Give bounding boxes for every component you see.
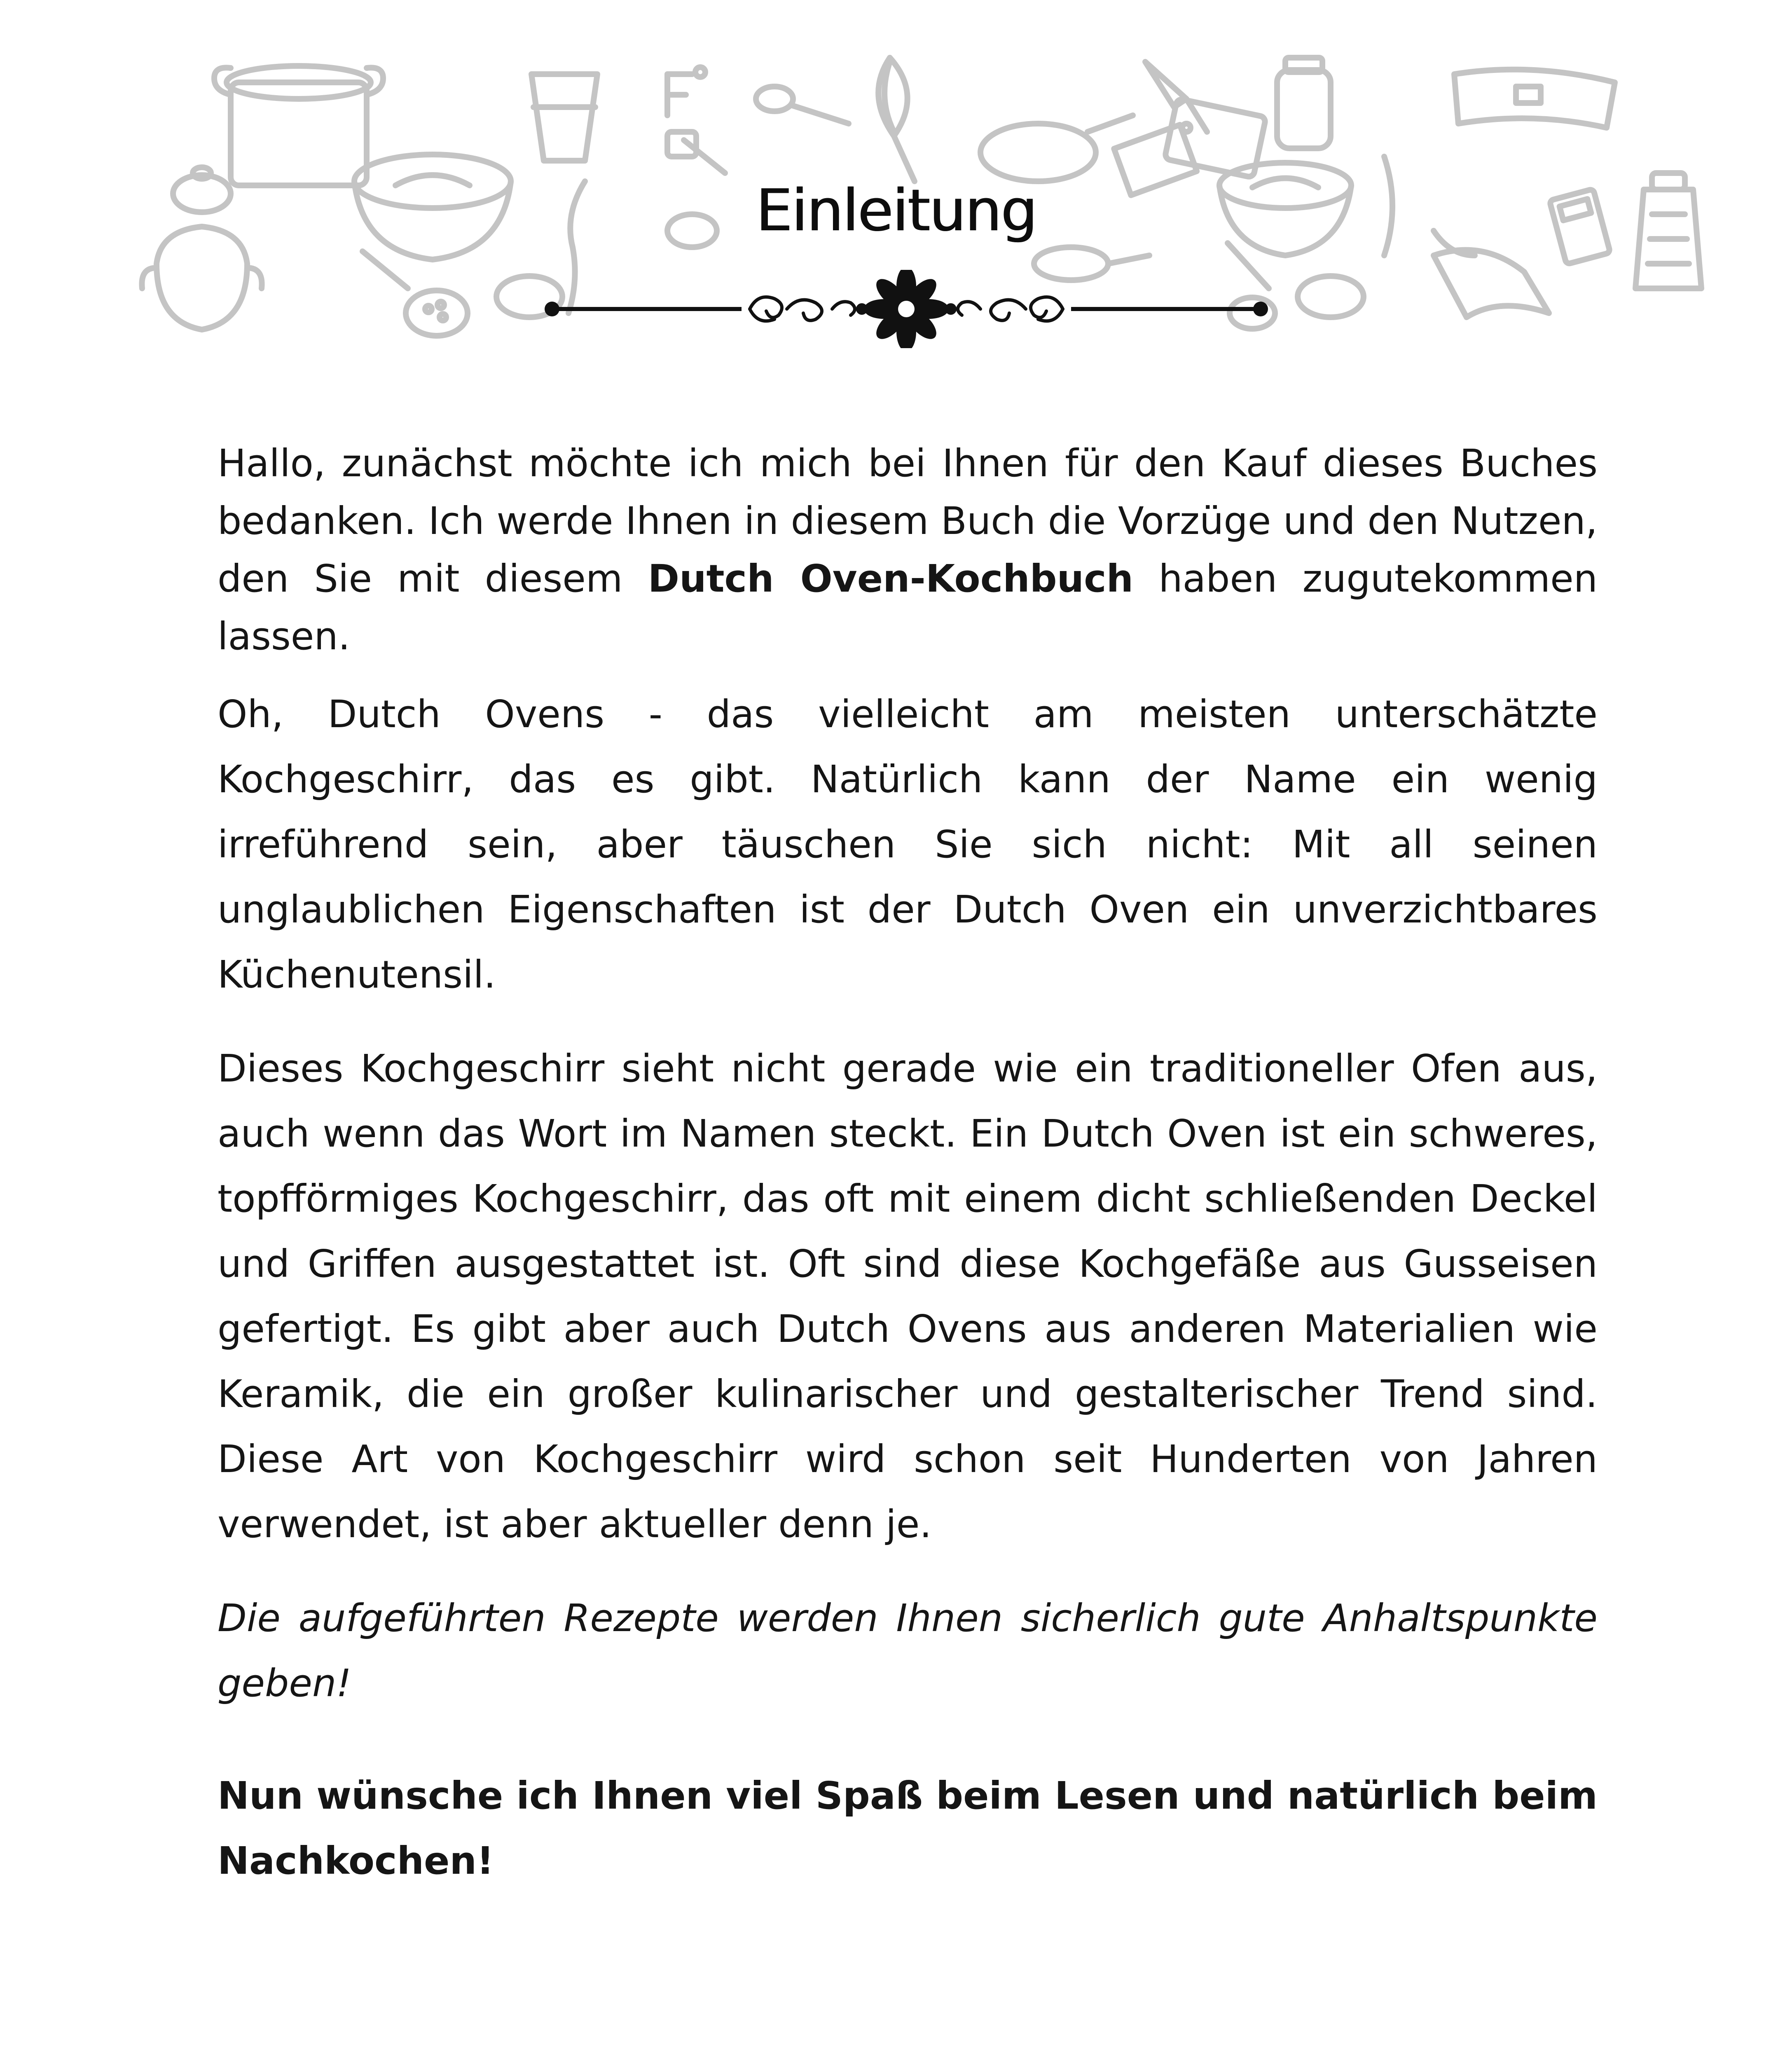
paragraph-dutch-ovens: Oh, Dutch Ovens - das vielleicht am meisten unterschätzte Kochgeschirr, das es gibt. Natürlich kann der Name ein wenig irreführend sein, aber täuschen Sie sich nicht: Mit all seinen unglaublichen Eigenschaften ist der Dutch Oven ein unverzichtbares Küchenutensil. bbox=[218, 692, 1598, 997]
pot-icon bbox=[214, 66, 383, 185]
whisk-icon bbox=[878, 58, 915, 181]
paragraph-cookware-description: Dieses Kochgeschirr sieht nicht gerade wie ein traditioneller Ofen aus, auch wenn das Wort im Namen steckt. Ein Dutch Oven ist ein schweres, topfförmiges Kochgeschirr, das oft mit einem dicht schließenden Deckel und Griffen ausgestattet ist. Oft sind diese Kochgefäße aus Gusseisen gefertigt. Es gibt aber auch Dutch Ovens aus anderen Materialien wie Keramik, die ein großer kulinarischer und gestalterischer Trend sind. Diese Art von Kochgeschirr wird schon seit Hunderten von Jahren verwendet, ist aber aktueller denn je. bbox=[218, 1046, 1598, 1546]
measuring-cup-icon bbox=[531, 74, 597, 161]
jar-icon bbox=[1277, 58, 1331, 148]
book-title-highlight: Dutch Oven-Kochbuch bbox=[648, 557, 1134, 601]
paragraph-greeting-text: Hallo, zunächst möchte ich mich bei Ihnen für den Kauf dieses Buches bedanken. Ich werde Ihnen in diesem Buch die Vorzüge und den Nutzen, den Sie mit diesem bbox=[218, 441, 1598, 601]
paragraph-closing-wish: Nun wünsche ich Ihnen viel Spaß beim Lesen und natürlich beim Nachkochen! bbox=[218, 1774, 1598, 1883]
page-title: Einleitung bbox=[756, 177, 1036, 244]
paragraph-greeting-text-end: haben zugutekommen lassen. bbox=[218, 557, 1598, 658]
introduction-body bbox=[218, 435, 1598, 1894]
slotted-spoon-icon bbox=[363, 251, 468, 336]
springform-pan-icon bbox=[1454, 70, 1615, 128]
paragraph-greeting bbox=[218, 435, 1598, 665]
divider-left-dot bbox=[545, 302, 559, 316]
divider-right-dot bbox=[1253, 302, 1268, 316]
paragraph-recipes-note: Die aufgeführten Rezepte werden Ihnen sicherlich gute Anhaltspunkte geben! bbox=[218, 1596, 1598, 1705]
flower-icon bbox=[864, 270, 949, 348]
title-divider-ornament bbox=[544, 270, 1269, 348]
